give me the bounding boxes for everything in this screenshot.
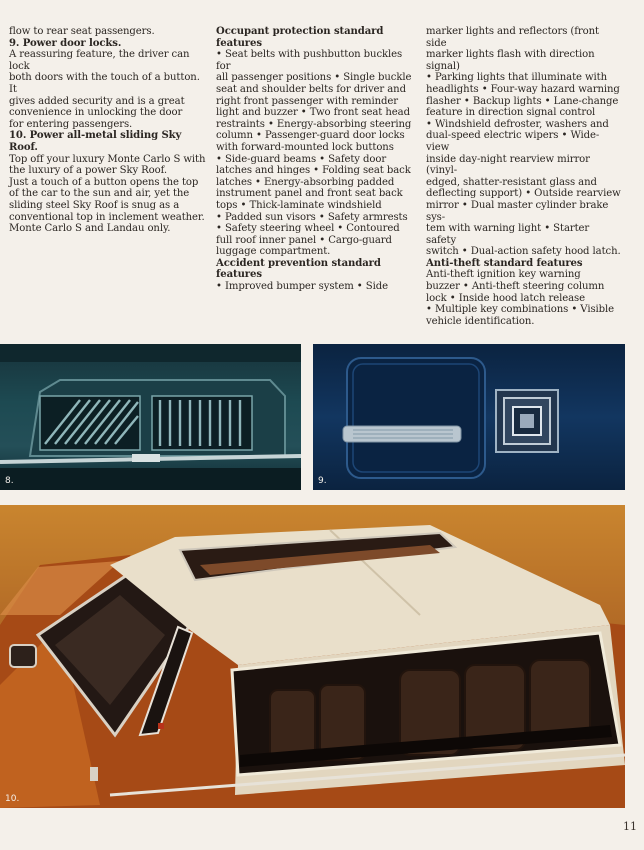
text-line: of the car to the sun and air, yet the (9, 188, 190, 200)
text-line: lock • Inside hood latch release (426, 292, 585, 304)
text-line: Just a touch of a button opens the top (9, 176, 199, 188)
text-line: Top off your luxury Monte Carlo S with (9, 153, 206, 165)
car-illustration (0, 505, 625, 808)
column-right (426, 26, 622, 327)
text-line: flow to rear seat passengers. (9, 26, 155, 37)
text-line: switch • Dual-action safety hood latch. (426, 246, 621, 258)
text-line: • Padded sun visors • Safety armrests (216, 211, 408, 223)
photo-number: 10. (5, 794, 20, 804)
text-line: convenience in unlocking the door (9, 107, 183, 119)
text-line: buzzer • Anti-theft steering column (426, 281, 605, 293)
section-heading: Occupant protection standard features (216, 26, 384, 49)
section-heading: 9. Power door locks. (9, 37, 122, 49)
text-line: • Seat belts with pushbutton buckles for (216, 49, 403, 72)
text-line: mirror • Dual master cylinder brake sys- (426, 199, 609, 223)
text-line: flasher • Backup lights • Lane-change (426, 95, 619, 107)
text-line: vehicle identification. (426, 315, 535, 327)
text-line: seat and shoulder belts for driver and (216, 83, 406, 95)
text-line: • Windshield defroster, washers and (426, 118, 609, 130)
text-line: dual-speed electric wipers • Wide-view (426, 130, 600, 153)
text-line: conventional top in inclement weather. (9, 211, 205, 223)
page-number: 11 (623, 820, 637, 833)
text-line: column • Passenger-guard door locks (216, 130, 405, 142)
column-left (9, 26, 206, 235)
section-heading: Anti-theft standard features (426, 257, 583, 269)
text-line: A reassuring feature, the driver can lock (9, 49, 190, 72)
text-line: gives added security and is a great (9, 95, 185, 107)
text-line: headlights • Four-way hazard warning (426, 83, 620, 95)
text-line: full roof inner panel • Cargo-guard (216, 234, 392, 246)
rear-vent-illustration (0, 344, 301, 490)
text-line: • Side-guard beams • Safety door (216, 153, 387, 165)
text-line: inside day-night rearview mirror (vinyl- (426, 153, 590, 177)
text-line: tem with warning light • Starter safety (426, 223, 590, 246)
text-line: right front passenger with reminder (216, 95, 398, 107)
text-line: • Multiple key combinations • Visible (426, 304, 615, 316)
text-line: sliding steel Sky Roof is snug as a (9, 199, 180, 211)
text-line: tops • Thick-laminate windshield (216, 199, 382, 211)
text-line: restraints • Energy-absorbing steering (216, 118, 412, 130)
text-line: • Improved bumper system • Side (216, 281, 388, 293)
text-line: with forward-mounted lock buttons (216, 141, 394, 153)
text-line: marker lights and reflectors (front side (426, 26, 599, 49)
text-line: instrument panel and front seat back (216, 188, 403, 200)
text-line: Anti-theft ignition key warning (426, 269, 581, 281)
text-line: feature in direction signal control (426, 107, 596, 119)
text-line: for entering passengers. (9, 118, 133, 130)
text-line: Monte Carlo S and Landau only. (9, 223, 171, 235)
section-heading: 10. Power all-metal sliding Sky Roof. (9, 130, 182, 153)
text-line: light and buzzer • Two front seat head (216, 107, 410, 119)
photo-sky-roof-car (0, 505, 625, 808)
column-middle (216, 26, 414, 293)
text-line: the luxury of a power Sky Roof. (9, 165, 168, 177)
text-line: all passenger positions • Single buckle (216, 72, 412, 84)
section-heading: Accident prevention standard features (216, 257, 381, 281)
text-line: latches • Energy-absorbing padded (216, 176, 395, 188)
photo-number: 8. (5, 476, 14, 486)
photo-door-lock (313, 344, 625, 490)
text-line: • Parking lights that illuminate with (426, 72, 608, 84)
text-line: latches and hinges • Folding seat back (216, 165, 411, 177)
text-line: deflecting support) • Outside rearview (426, 188, 621, 200)
text-line: luggage compartment. (216, 246, 331, 258)
text-line: both doors with the touch of a button. It (9, 72, 200, 95)
photo-number: 9. (318, 476, 327, 486)
photo-rear-vent (0, 344, 301, 490)
text-line: • Safety steering wheel • Contoured (216, 223, 400, 235)
door-lock-illustration (313, 344, 625, 490)
text-line: marker lights flash with direction signal) (426, 49, 595, 72)
text-line: edged, shatter-resistant glass and (426, 176, 597, 188)
